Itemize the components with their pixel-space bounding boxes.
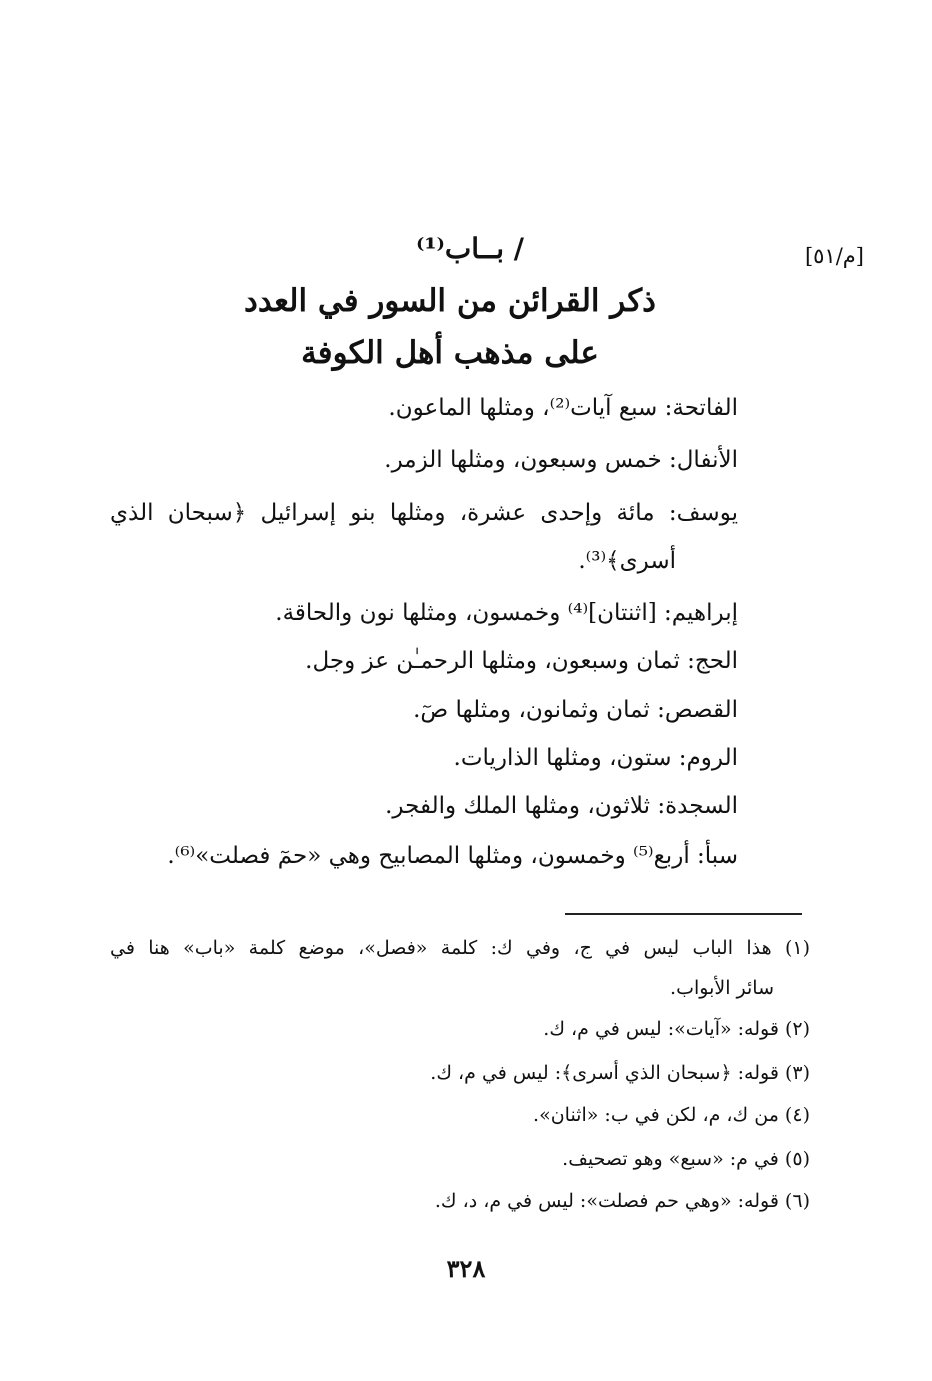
page-title-line-2: على مذهب أهل الكوفة [301, 335, 599, 371]
text-line-anfal: الأنفال: خمس وسبعون، ومثلها الزمر. [384, 447, 738, 473]
text-line-yusuf-continued: أسرى﴾⁽³⁾. [578, 548, 676, 574]
chapter-heading: / بــاب⁽¹⁾ [415, 232, 524, 265]
footnote-1-continued: سائر الأبواب. [670, 977, 774, 999]
footnote-5: (٥) في م: «سبع» وهو تصحيف. [562, 1148, 810, 1170]
footnote-1: (١) هذا الباب ليس في ج، وفي ك: كلمة «فصل»، موضع كلمة «باب» هنا في [110, 937, 810, 959]
footnote-4: (٤) من ك، م، لكن في ب: «اثنان». [533, 1104, 810, 1126]
footnote-divider [565, 913, 802, 915]
page-title-line-1: ذكر القرائن من السور في العدد [244, 283, 656, 319]
text-line-yusuf: يوسف: مائة وإحدى عشرة، ومثلها بنو إسرائيل ﴿سبحان الذي [110, 500, 738, 526]
text-line-sajda: السجدة: ثلاثون، ومثلها الملك والفجر. [385, 793, 738, 819]
text-line-hajj: الحج: ثمان وسبعون، ومثلها الرحمـٰن عز وجل. [305, 648, 738, 674]
text-line-qasas: القصص: ثمان وثمانون، ومثلها صٓ. [413, 697, 738, 723]
text-line-fatiha: الفاتحة: سبع آيات⁽²⁾، ومثلها الماعون. [388, 395, 738, 421]
text-line-saba: سبأ: أربع⁽⁵⁾ وخمسون، ومثلها المصابيح وهي «حمٓ فصلت»⁽⁶⁾. [167, 843, 738, 869]
footnote-3: (٣) قوله: ﴿سبحان الذي أسرى﴾: ليس في م، ك. [430, 1062, 810, 1084]
text-line-ibrahim: إبراهيم: [اثنتان]⁽⁴⁾ وخمسون، ومثلها نون والحاقة. [275, 600, 738, 626]
page-number: ٣٢٨ [446, 1254, 486, 1283]
footnote-2: (٢) قوله: «آيات»: ليس في م، ك. [543, 1018, 810, 1040]
margin-reference: [م/٥١] [804, 244, 864, 268]
footnote-6: (٦) قوله: «وهي حم فصلت»: ليس في م، د، ك. [434, 1190, 810, 1212]
text-line-rum: الروم: ستون، ومثلها الذاريات. [453, 745, 738, 771]
